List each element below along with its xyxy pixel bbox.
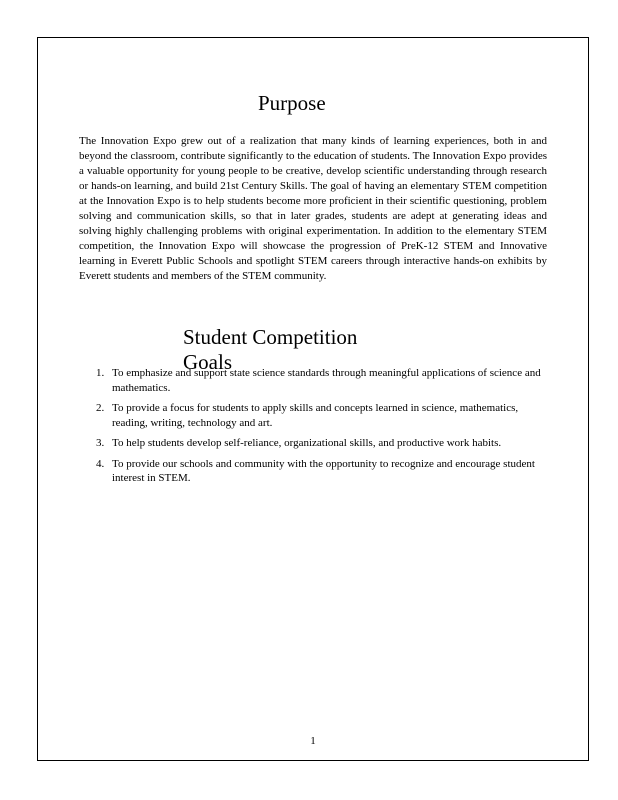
competition-heading-part1: Student Competition xyxy=(183,325,358,349)
page-number: 1 xyxy=(310,735,316,747)
goal-number: 4. xyxy=(96,457,105,470)
purpose-heading: Purpose xyxy=(258,91,326,115)
goal-item xyxy=(96,366,546,395)
goals-list xyxy=(96,366,546,492)
document-page xyxy=(37,37,589,761)
goal-text: To provide a focus for students to apply skills and concepts learned in science, mathematics, reading, writing, technology and art. xyxy=(112,402,519,429)
goal-item xyxy=(96,401,546,430)
goal-number: 3. xyxy=(96,437,105,449)
goal-number: 1. xyxy=(96,367,105,379)
goal-text: To provide our schools and community with the opportunity to recognize and encourage student interest in STEM. xyxy=(112,457,535,484)
goal-text: To emphasize and support state science standards through meaningful applications of science and mathematics. xyxy=(112,367,541,394)
goal-number: 2. xyxy=(96,402,105,414)
goal-item xyxy=(96,457,546,486)
purpose-paragraph: The Innovation Expo grew out of a realization that many kinds of learning experiences, both in and beyond the classroom, contribute significantly to the education of students. The Innovation Expo provides a valuable opportunity for young people to be creative, develop scientific understanding through research or hands-on learning, and build 21st Century Skills. The goal of having an elementary STEM competition at the Innovation Expo is to help students become more proficient in their scientific questioning, problem solving and communication skills, so that in later grades, students are adept at generating ideas and solving highly challenging problems with original experimentation. In addition to the elementary STEM competition, the Innovation Expo will showcase the progression of PreK-12 STEM and Innovative learning in Everett Public Schools and spotlight STEM careers through interactive hands-on exhibits by Everett students and members of the STEM community. xyxy=(79,135,547,282)
competition-heading-part2: Goals xyxy=(183,350,232,374)
goal-item xyxy=(96,436,546,451)
goal-text: To help students develop self-reliance, organizational skills, and productive work habits. xyxy=(112,437,502,449)
